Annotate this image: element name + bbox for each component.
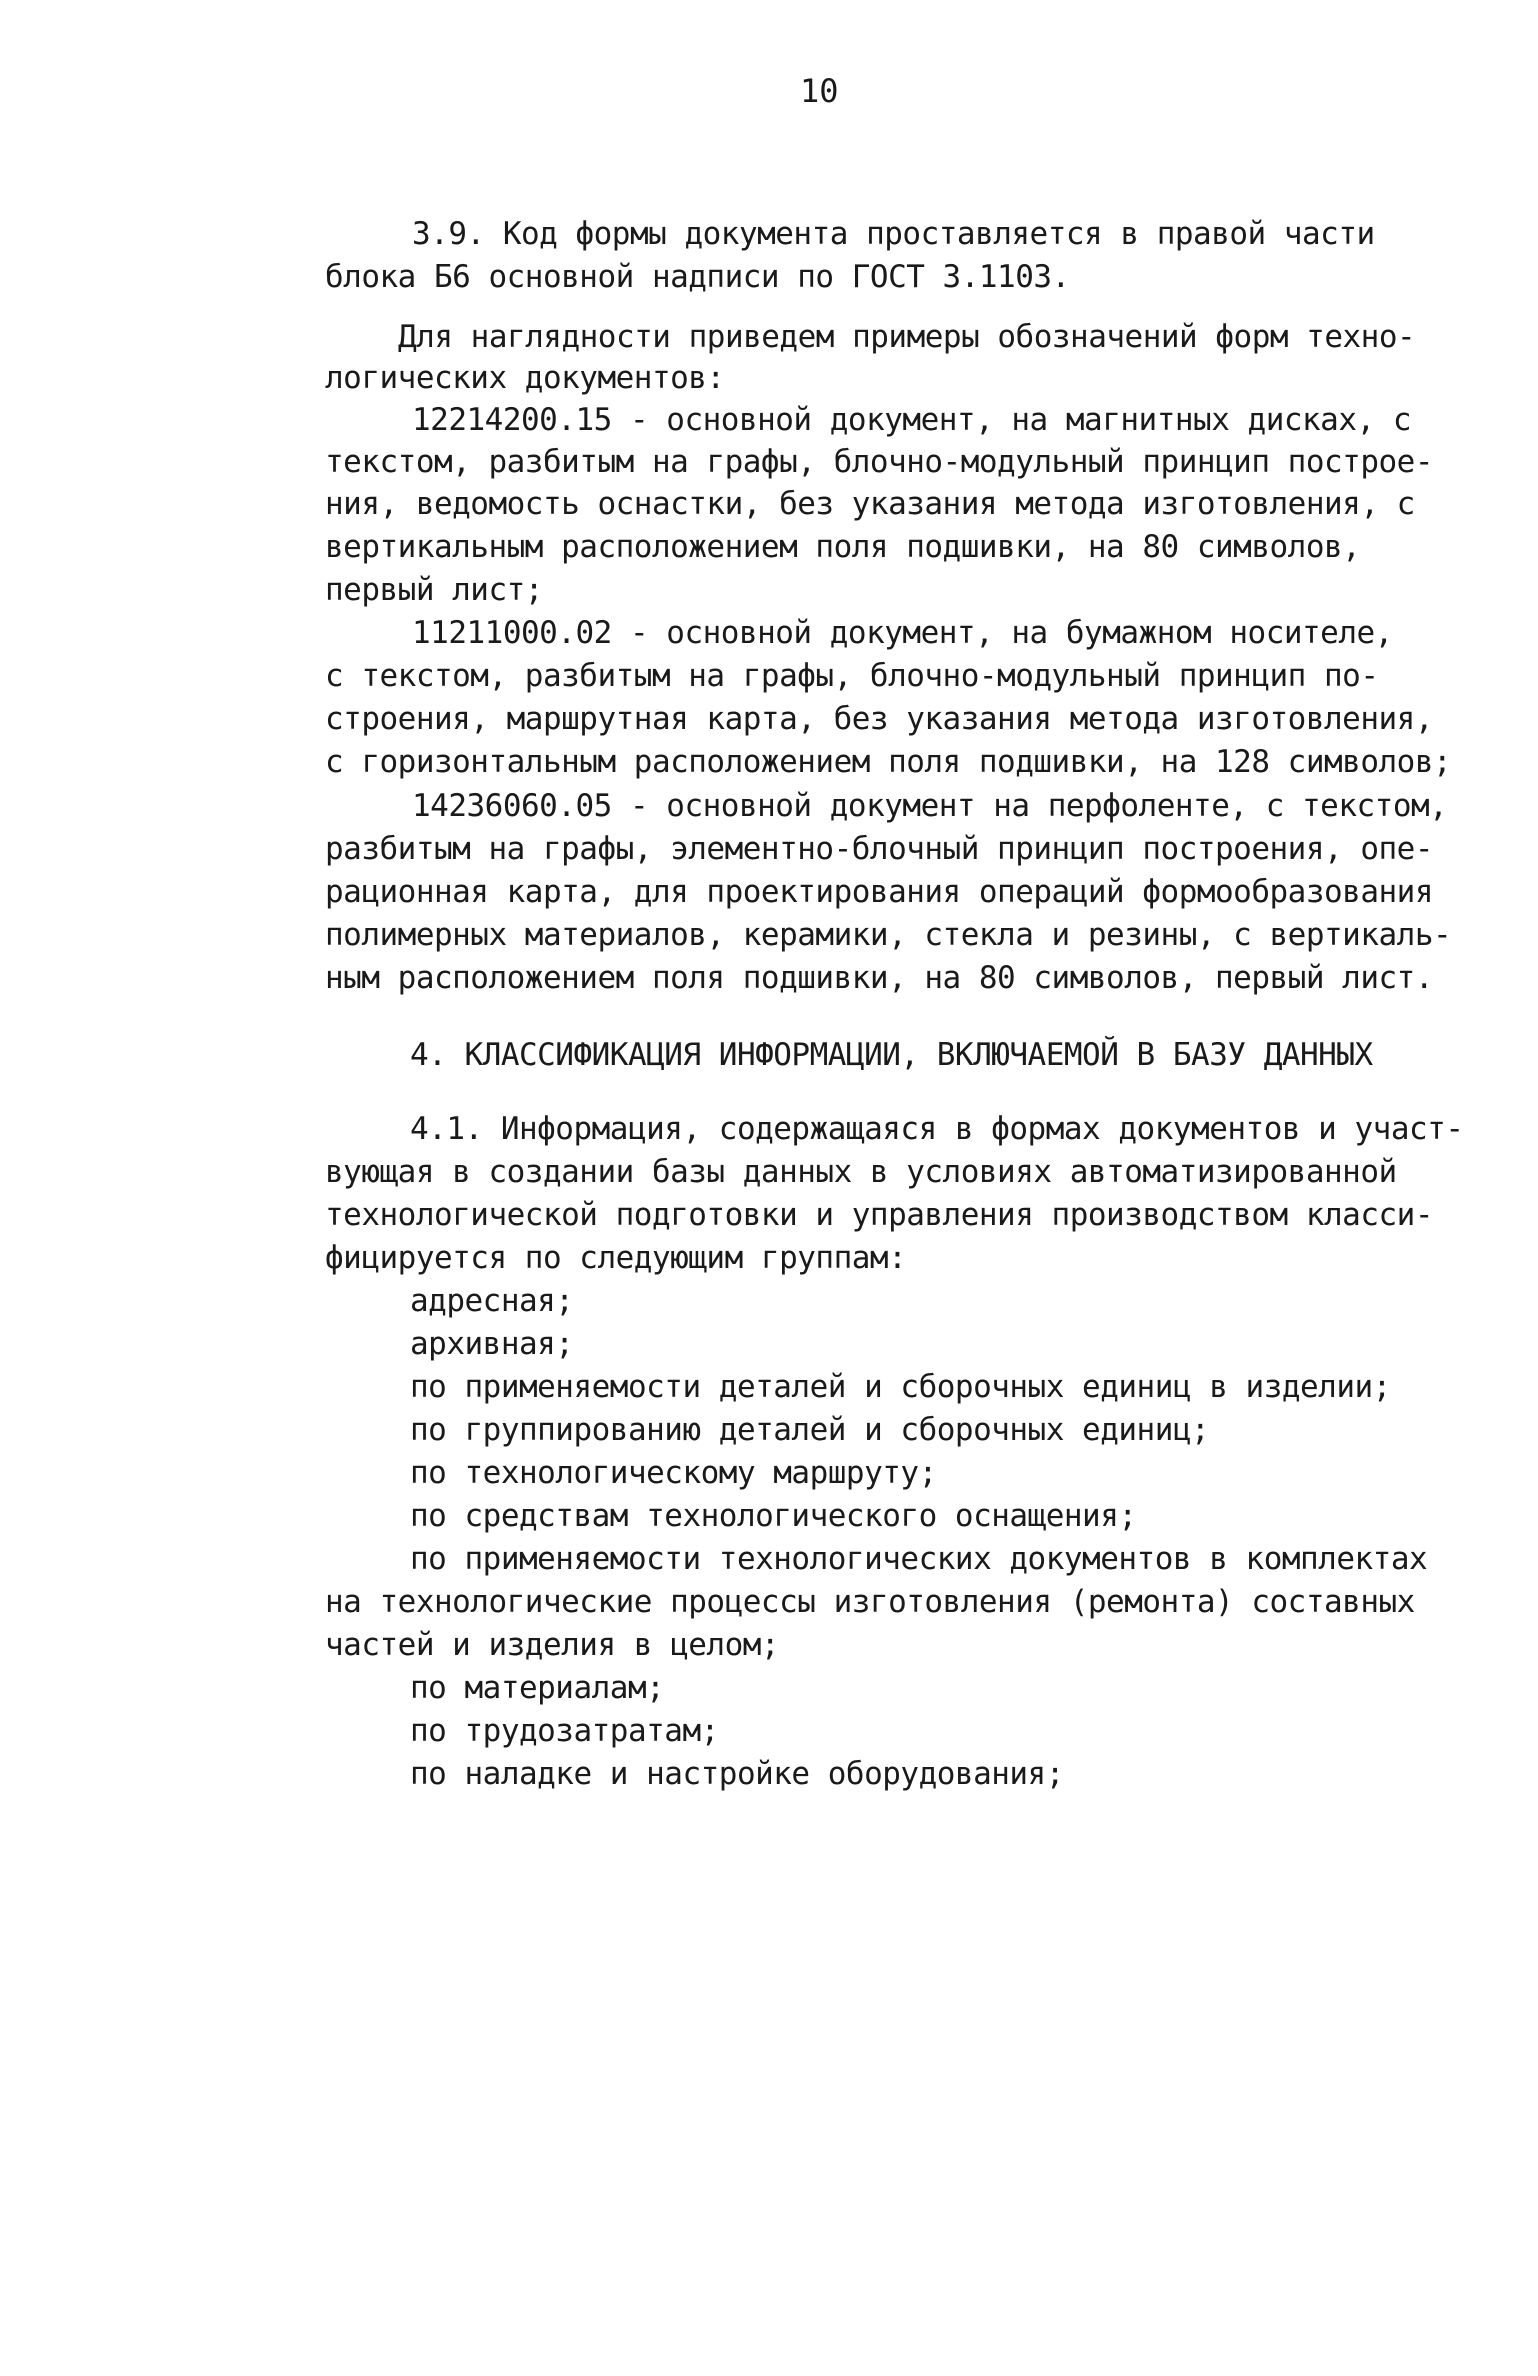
examples-intro-line-2: логических документов: [325, 360, 725, 396]
section-4-heading: 4. КЛАССИФИКАЦИЯ ИНФОРМАЦИИ, ВКЛЮЧАЕМОЙ В БАЗУ ДАННЫХ [410, 1037, 1373, 1073]
example-2-line-1: 11211000.02 - основной документ, на бумажном носителе, [412, 615, 1393, 651]
example-3-line-5: ным расположением поля подшивки, на 80 символов, первый лист. [325, 960, 1433, 996]
list-item: по технологическому маршруту; [410, 1455, 937, 1491]
list-item: по группированию деталей и сборочных единиц; [410, 1412, 1210, 1448]
list-item: по применяемости технологических документов в комплектах [410, 1541, 1428, 1577]
example-3-line-1: 14236060.05 - основной документ на перфоленте, с текстом, [412, 788, 1448, 824]
list-item-continuation: частей и изделия в целом; [325, 1627, 780, 1663]
example-3-line-3: рационная карта, для проектирования операций формообразования [325, 874, 1433, 910]
list-item: по материалам; [410, 1670, 665, 1706]
examples-intro-line-1: Для наглядности приведем примеры обозначений форм техно- [398, 319, 1416, 355]
list-item: адресная; [410, 1283, 574, 1319]
example-3-line-4: полимерных материалов, керамики, стекла и резины, с вертикаль- [325, 917, 1452, 953]
example-2-line-3: строения, маршрутная карта, без указания метода изготовления, [325, 701, 1433, 737]
list-item: по применяемости деталей и сборочных единиц в изделии; [410, 1369, 1391, 1405]
example-1-line-4: вертикальным расположением поля подшивки, на 80 символов, [325, 529, 1361, 565]
page-number: 10 [800, 72, 839, 110]
example-1-line-3: ния, ведомость оснастки, без указания метода изготовления, с [325, 486, 1415, 522]
para-4-1-line-1: 4.1. Информация, содержащаяся в формах документов и участ- [410, 1111, 1464, 1147]
para-4-1-line-2: вующая в создании базы данных в условиях автоматизированной [325, 1154, 1397, 1190]
list-item: по трудозатратам; [410, 1713, 719, 1749]
para-4-1-line-4: фицируется по следующим группам: [325, 1240, 907, 1276]
example-2-line-2: с текстом, разбитым на графы, блочно-модульный принцип по- [325, 658, 1379, 694]
para-4-1-line-3: технологической подготовки и управления производством класси- [325, 1197, 1433, 1233]
example-2-line-4: с горизонтальным расположением поля подшивки, на 128 символов; [325, 744, 1452, 780]
example-1-line-5: первый лист; [325, 572, 543, 608]
para-3-9-line-2: блока Б6 основной надписи по ГОСТ 3.1103. [325, 259, 1070, 295]
example-1-line-1: 12214200.15 - основной документ, на магнитных дисках, с [412, 402, 1411, 438]
list-item-continuation: на технологические процессы изготовления (ремонта) составных [325, 1584, 1415, 1620]
para-3-9-line-1: 3.9. Код формы документа проставляется в правой части [412, 216, 1375, 252]
list-item: по наладке и настройке оборудования; [410, 1756, 1064, 1792]
example-3-line-2: разбитым на графы, элементно-блочный принцип построения, опе- [325, 831, 1433, 867]
list-item: по средствам технологического оснащения; [410, 1498, 1137, 1534]
list-item: архивная; [410, 1326, 574, 1362]
example-1-line-2: текстом, разбитым на графы, блочно-модульный принцип построе- [325, 444, 1433, 480]
